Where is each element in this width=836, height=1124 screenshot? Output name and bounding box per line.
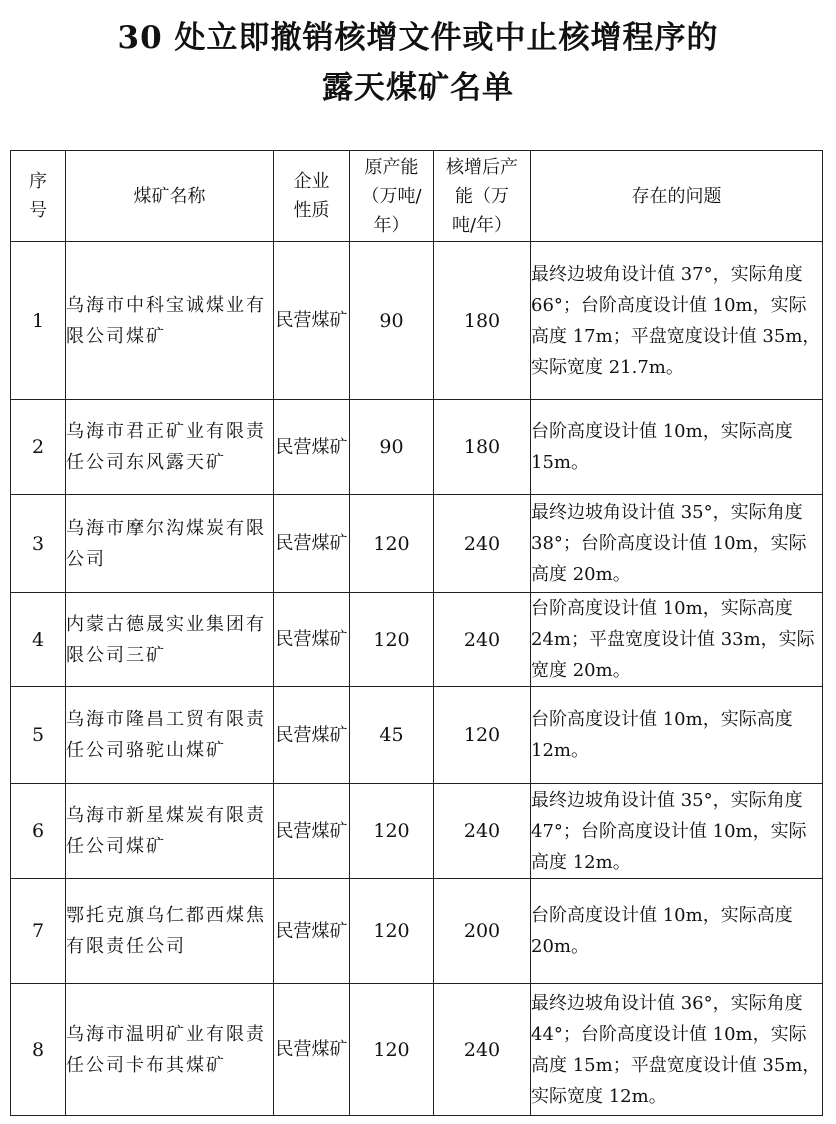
original-capacity: 120 bbox=[350, 984, 434, 1116]
row-index: 3 bbox=[11, 495, 66, 593]
increased-capacity: 180 bbox=[434, 242, 531, 400]
mine-name: 乌海市温明矿业有限责任公司卡布其煤矿 bbox=[66, 984, 274, 1116]
mine-name: 乌海市君正矿业有限责任公司东风露天矿 bbox=[66, 400, 274, 495]
enterprise-nature: 民营煤矿 bbox=[274, 242, 350, 400]
header-issues: 存在的问题 bbox=[531, 151, 823, 242]
row-index: 2 bbox=[11, 400, 66, 495]
enterprise-nature: 民营煤矿 bbox=[274, 593, 350, 687]
issues-text: 最终边坡角设计值 35°，实际角度 38°；台阶高度设计值 10m，实际高度 20m。 bbox=[531, 495, 823, 593]
header-mine-name: 煤矿名称 bbox=[66, 151, 274, 242]
header-original-capacity: 原产能（万吨/年） bbox=[350, 151, 434, 242]
row-index: 5 bbox=[11, 687, 66, 784]
mine-name: 乌海市隆昌工贸有限责任公司骆驼山煤矿 bbox=[66, 687, 274, 784]
issues-text: 最终边坡角设计值 35°，实际角度 47°；台阶高度设计值 10m，实际高度 12m。 bbox=[531, 784, 823, 879]
enterprise-nature: 民营煤矿 bbox=[274, 984, 350, 1116]
increased-capacity: 200 bbox=[434, 879, 531, 984]
issues-text: 台阶高度设计值 10m，实际高度 15m。 bbox=[531, 400, 823, 495]
row-index: 1 bbox=[11, 242, 66, 400]
table-row bbox=[11, 242, 823, 400]
table-row bbox=[11, 879, 823, 984]
original-capacity: 90 bbox=[350, 400, 434, 495]
enterprise-nature: 民营煤矿 bbox=[274, 687, 350, 784]
issues-text: 台阶高度设计值 10m，实际高度 24m；平盘宽度设计值 33m，实际宽度 20m。 bbox=[531, 593, 823, 687]
original-capacity: 120 bbox=[350, 879, 434, 984]
mine-name: 鄂托克旗乌仁都西煤焦有限责任公司 bbox=[66, 879, 274, 984]
enterprise-nature: 民营煤矿 bbox=[274, 495, 350, 593]
table-row bbox=[11, 400, 823, 495]
row-index: 8 bbox=[11, 984, 66, 1116]
mine-name: 乌海市摩尔沟煤炭有限公司 bbox=[66, 495, 274, 593]
increased-capacity: 240 bbox=[434, 593, 531, 687]
table-row bbox=[11, 784, 823, 879]
increased-capacity: 240 bbox=[434, 984, 531, 1116]
increased-capacity: 240 bbox=[434, 784, 531, 879]
increased-capacity: 240 bbox=[434, 495, 531, 593]
table-row bbox=[11, 593, 823, 687]
issues-text: 最终边坡角设计值 36°，实际角度 44°；台阶高度设计值 10m，实际高度 15m；平盘宽度设计值 35m，实际宽度 12m。 bbox=[531, 984, 823, 1116]
increased-capacity: 180 bbox=[434, 400, 531, 495]
row-index: 6 bbox=[11, 784, 66, 879]
mine-name: 内蒙古德晟实业集团有限公司三矿 bbox=[66, 593, 274, 687]
table-row bbox=[11, 984, 823, 1116]
coal-mine-list-table bbox=[10, 150, 823, 1116]
table-row bbox=[11, 495, 823, 593]
original-capacity: 120 bbox=[350, 593, 434, 687]
enterprise-nature: 民营煤矿 bbox=[274, 879, 350, 984]
original-capacity: 120 bbox=[350, 495, 434, 593]
mine-name: 乌海市新星煤炭有限责任公司煤矿 bbox=[66, 784, 274, 879]
issues-text: 台阶高度设计值 10m，实际高度 12m。 bbox=[531, 687, 823, 784]
document-title-line-1: 30 处立即撤销核增文件或中止核增程序的 bbox=[117, 20, 719, 56]
header-index: 序号 bbox=[11, 151, 66, 242]
original-capacity: 45 bbox=[350, 687, 434, 784]
issues-text: 台阶高度设计值 10m，实际高度 20m。 bbox=[531, 879, 823, 984]
table-row bbox=[11, 687, 823, 784]
original-capacity: 90 bbox=[350, 242, 434, 400]
enterprise-nature: 民营煤矿 bbox=[274, 784, 350, 879]
header-increased-capacity: 核增后产能（万吨/年） bbox=[434, 151, 531, 242]
issues-text: 最终边坡角设计值 37°，实际角度 66°；台阶高度设计值 10m，实际高度 17m；平盘宽度设计值 35m，实际宽度 21.7m。 bbox=[531, 242, 823, 400]
increased-capacity: 120 bbox=[434, 687, 531, 784]
original-capacity: 120 bbox=[350, 784, 434, 879]
table-header-row bbox=[11, 151, 823, 242]
mine-name: 乌海市中科宝诚煤业有限公司煤矿 bbox=[66, 242, 274, 400]
document-title-line-2: 露天煤矿名单 bbox=[322, 70, 514, 106]
header-enterprise-nature: 企业性质 bbox=[274, 151, 350, 242]
row-index: 7 bbox=[11, 879, 66, 984]
enterprise-nature: 民营煤矿 bbox=[274, 400, 350, 495]
row-index: 4 bbox=[11, 593, 66, 687]
